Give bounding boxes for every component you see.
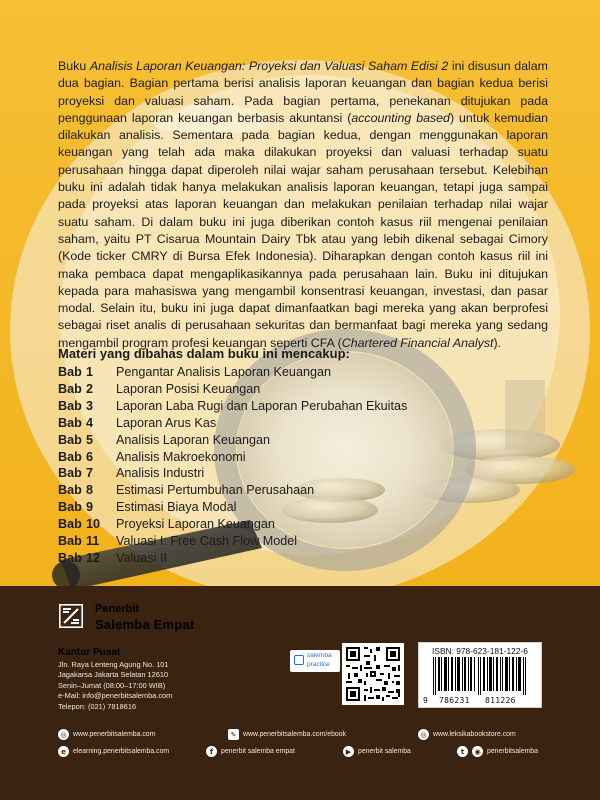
chapter-bab-label: Bab — [58, 365, 82, 379]
salemba-practice-icon — [294, 655, 304, 665]
chapter-row — [58, 415, 528, 432]
chapter-number: 6 — [86, 449, 94, 464]
book-description — [58, 58, 548, 352]
elearning-link[interactable] — [58, 746, 169, 757]
description-text-1: Buku — [58, 59, 90, 73]
chapter-title: Pengantar Analisis Laporan Keuangan — [116, 365, 331, 379]
chapter-row — [58, 533, 528, 550]
address-line-1: Jln. Raya Lenteng Agung No. 101 — [58, 660, 169, 669]
chapter-title: Valuasi I: Free Cash Flow Model — [116, 534, 298, 549]
chapter-bab-label: Bab — [58, 381, 82, 396]
chapter-number: 3 — [86, 398, 94, 413]
facebook-icon: f — [206, 746, 217, 757]
chapter-title: Estimasi Biaya Modal — [116, 500, 237, 515]
description-text-3: ) untuk kemudian dilakukan analisis. Sementara pada bagian kedua, dengan menggunakan laporan keuangan yang telah ada maka dilakukan proyeksi dan valuasi terhadap suatu perusahaan hingga dapat diperoleh nilai wajar saham perusahaan tersebut. Kelebihan buku ini adalah tidak hanya melakukan analisis laporan keuangan, tetapi juga sampai pada proyeksi atas laporan keuangan dan melakukan penilaian terhadap nilai wajar suatu saham. Di dalam buku ini juga diberikan contoh kasus riil mengenai penilaian saham, yaitu PT Cisarua Mountain Dairy Tbk atau yang lebih dikenal sebagai Cimory (Kode ticker CMRY di Bursa Efek Indonesia). Diharapkan dengan contoh kasus riil ini maka pembaca dapat mengaplikasikannya pada perusahaan lain. Buku ini ditujukan kepada para mahasiswa yang mengambil konsentrasi keuangan, investasi, dan pasar modal. Selain itu, buku ini juga dapat dimanfaatkan bagi mereka yang akan berprofesi sebagai riset analis di perusahaan sekuritas dan bermanfaat bagi mereka yang sedang mengambil program profesi keuangan seperti CFA ( — [58, 110, 548, 350]
office-hours: Senin–Jumat (08:00–17:00 WIB) — [58, 680, 166, 690]
chapter-bab-label: Bab — [58, 415, 82, 430]
chapter-title: Valuasi II — [116, 550, 167, 565]
social-link-text: penerbitsalemba — [487, 748, 538, 755]
chapter-number: 2 — [86, 381, 94, 396]
elearning-link-text: elearning.penerbitsalemba.com — [73, 748, 170, 755]
description-text-4: ). — [493, 335, 502, 350]
ebook-link-text: www.penerbitsalemba.com/ebook — [243, 731, 347, 738]
chapter-bab-label: Bab — [58, 398, 82, 413]
chapter-bab-label: Bab — [58, 483, 82, 498]
chapter-title: Laporan Posisi Keuangan — [116, 381, 261, 396]
chapter-title: Analisis Laporan Keuangan — [116, 432, 271, 447]
barcode — [427, 657, 533, 695]
chapter-bab-label: Bab — [58, 550, 82, 565]
globe-icon: ◎ — [418, 729, 429, 740]
chapter-bab-label: Bab — [58, 534, 82, 549]
office-title: Kantor Pusat — [58, 647, 121, 658]
chapter-row — [58, 516, 528, 533]
ebook-icon: ✎ — [228, 729, 239, 740]
chapter-bab-label: Bab — [58, 449, 82, 464]
office-details — [58, 660, 172, 712]
chapter-number: 12 — [86, 550, 101, 565]
salemba-empat-logo-icon — [59, 604, 83, 628]
youtube-link[interactable] — [343, 746, 411, 757]
chapter-title: Proyeksi Laporan Keuangan — [116, 517, 275, 532]
isbn-digit-group-2: 811226 — [485, 696, 516, 705]
chapter-number: 1 — [86, 365, 94, 379]
ebook-link[interactable] — [228, 729, 346, 740]
isbn-digit-prefix: 9 — [423, 696, 429, 705]
bookstore-link[interactable] — [418, 729, 516, 740]
chapter-number: 4 — [86, 415, 94, 430]
qr-code[interactable] — [342, 643, 404, 705]
chapter-title: Estimasi Pertumbuhan Perusahaan — [116, 483, 315, 498]
youtube-link-text: penerbit salemba — [358, 748, 411, 755]
facebook-link-text: penerbit salemba empat — [221, 748, 295, 755]
chapter-number: 5 — [86, 432, 94, 447]
chapter-bab-label: Bab — [58, 500, 82, 515]
chapter-bab-label: Bab — [58, 432, 82, 447]
chapter-row — [58, 550, 528, 567]
chapter-row — [58, 499, 528, 516]
website-link[interactable] — [58, 729, 155, 740]
chapter-row — [58, 449, 528, 466]
chapter-row — [58, 465, 528, 482]
publisher-name: Salemba Empat — [95, 617, 195, 632]
chapter-title: Analisis Industri — [116, 466, 205, 481]
office-email: e-Mail: info@penerbitsalemba.com — [58, 691, 173, 701]
isbn-digit-group-1: 786231 — [439, 696, 470, 705]
isbn-label: ISBN: 978-623-181-122-6 — [432, 646, 528, 656]
bookstore-link-text: www.leksikabookstore.com — [433, 731, 516, 738]
table-of-contents — [58, 345, 528, 567]
address-line-2: Jagakarsa Jakarta Selatan 12610 — [58, 670, 169, 680]
facebook-link[interactable] — [206, 746, 295, 757]
description-text-2: ini disusun dalam dua bagian. Bagian pertama berisi analisis laporan keuangan dan bagian kedua berisi proyeksi dan valuasi saham. Pada bagian pertama, penekanan ditujukan pada penggunaan laporan keuangan berbasis akuntansi ( — [58, 59, 548, 125]
office-phone: Telepon: (021) 7818616 — [58, 701, 137, 711]
chapter-row — [58, 381, 528, 398]
chapter-number: 9 — [86, 500, 94, 515]
cfa-italic: Chartered Financial Analyst — [341, 335, 494, 350]
contents-heading: Materi yang dibahas dalam buku ini mencakup: — [58, 346, 350, 361]
social-link[interactable] — [457, 746, 538, 757]
chapter-row — [58, 432, 528, 449]
chapter-bab-label: Bab — [58, 466, 82, 481]
isbn-barcode-box — [418, 642, 542, 708]
instagram-icon: ◉ — [472, 746, 483, 757]
website-link-text: www.penerbitsalemba.com — [73, 731, 156, 738]
chapter-title: Laporan Arus Kas — [116, 415, 217, 430]
chapter-number: 10 — [86, 517, 101, 532]
chapter-list — [58, 364, 528, 567]
salemba-practice-badge — [290, 650, 340, 672]
publisher-label: Penerbit — [95, 603, 140, 615]
youtube-icon: ▶ — [343, 746, 354, 757]
chapter-number: 8 — [86, 483, 94, 498]
chapter-row — [58, 364, 528, 381]
accounting-based-italic: accounting based — [351, 110, 450, 125]
twitter-icon: t — [457, 746, 468, 757]
elearning-icon: e — [58, 746, 69, 757]
chapter-row — [58, 398, 528, 415]
chapter-number: 11 — [86, 534, 100, 549]
chapter-number: 7 — [86, 466, 94, 481]
chapter-bab-label: Bab — [58, 517, 82, 532]
chapter-title: Analisis Makroekonomi — [116, 449, 246, 464]
chapter-title: Laporan Laba Rugi dan Laporan Perubahan Ekuitas — [116, 398, 408, 413]
globe-icon: ◎ — [58, 729, 69, 740]
chapter-row — [58, 482, 528, 499]
book-title-italic: Analisis Laporan Keuangan: Proyeksi dan Valuasi Saham Edisi 2 — [89, 59, 449, 73]
badge-line-2: practice — [307, 661, 330, 668]
badge-line-1: salemba — [307, 652, 332, 659]
